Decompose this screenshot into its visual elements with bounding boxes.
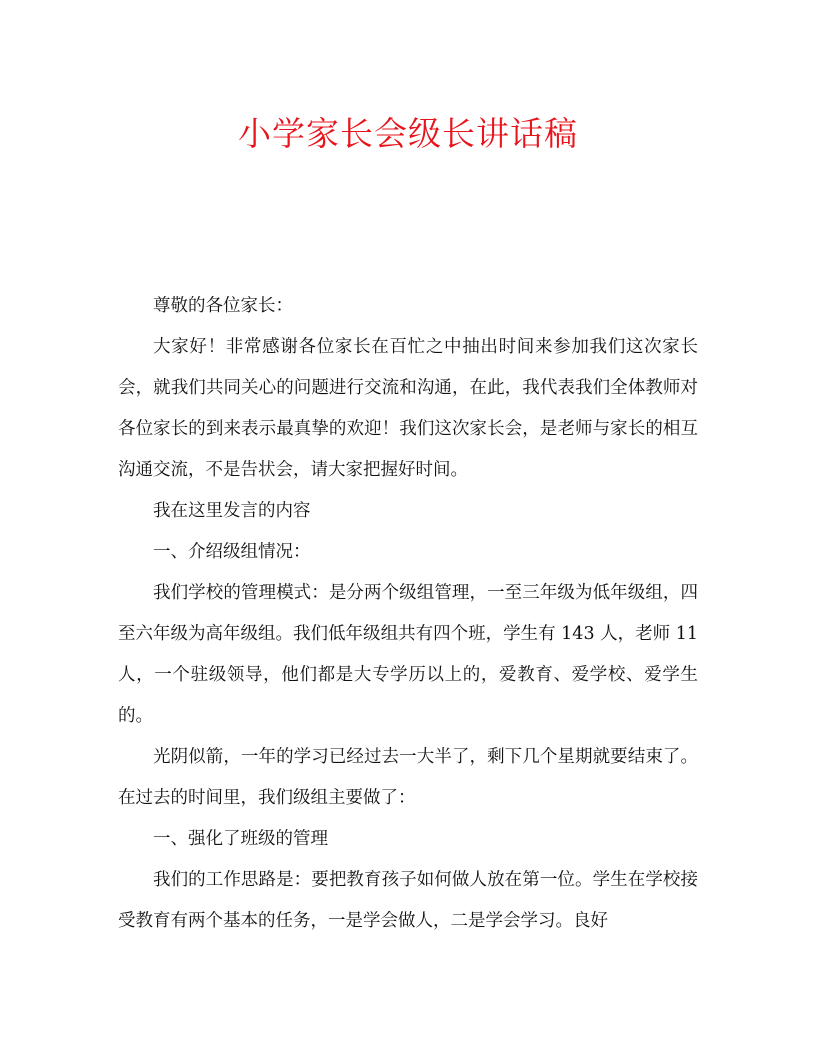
paragraph-salutation: 尊敬的各位家长： [153,296,293,316]
section-heading-2: 一、强化了班级的管理 [153,829,328,849]
paragraph-content-intro: 我在这里发言的内容 [153,501,311,521]
section-heading-1: 一、介绍级组情况： [153,542,311,562]
paragraph-management-mode: 我们学校的管理模式：是分两个级组管理，一至三年级为低年级组，四至六年级为高年级组。我们低年级组共有四个班，学生有 143 人，老师 11 人，一个驻级领导，他们都是大专学历以上的，爱教育、爱学校、爱学生的。 [118,583,698,726]
paragraph-greeting: 大家好！非常感谢各位家长在百忙之中抽出时间来参加我们这次家长会，就我们共同关心的问题进行交流和沟通，在此，我代表我们全体教师对各位家长的到来表示最真挚的欢迎！我们这次家长会，是老师与家长的相互沟通交流，不是告状会，请大家把握好时间。 [118,337,698,480]
document-title: 小学家长会级长讲话稿 [238,114,578,153]
paragraph-work-approach: 我们的工作思路是：要把教育孩子如何做人放在第一位。学生在学校接受教育有两个基本的任务，一是学会做人，二是学会学习。良好 [118,870,698,931]
document-body [118,286,698,942]
paragraph-time-passing: 光阴似箭，一年的学习已经过去一大半了，剩下几个星期就要结束了。在过去的时间里，我们级组主要做了： [118,747,698,808]
